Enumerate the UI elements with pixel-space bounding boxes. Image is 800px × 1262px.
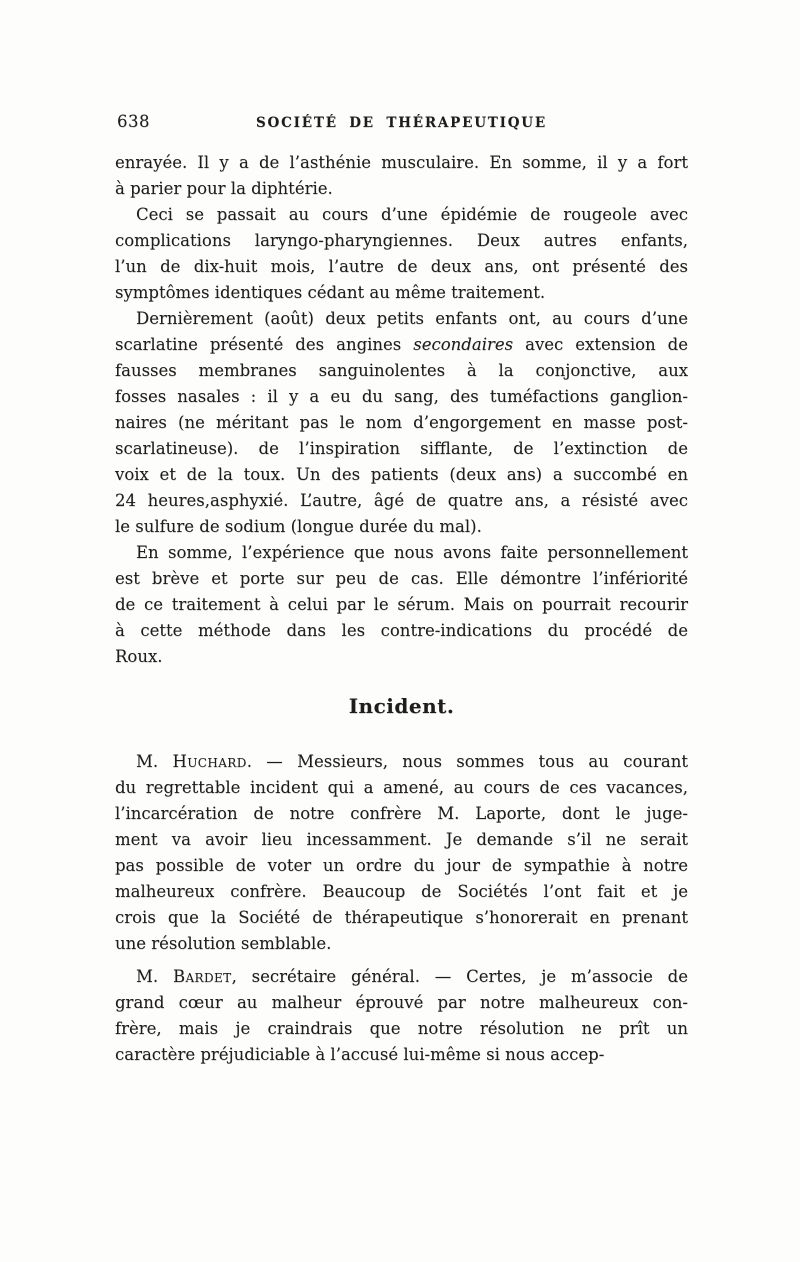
- text-line: [115, 202, 688, 228]
- body-text: avec extension de: [513, 335, 688, 354]
- speaker-name: Huchard: [172, 752, 247, 771]
- body-text: l’incarcération de notre confrère M. Laporte, dont le juge-: [115, 804, 688, 823]
- text-line: [115, 1016, 688, 1042]
- text-line: [115, 332, 688, 358]
- body-text: frère, mais je craindrais que notre résolution ne prît un: [115, 1019, 688, 1038]
- body-text: du regrettable incident qui a amené, au cours de ces vacances,: [115, 778, 688, 797]
- speaker-name: Bardet: [172, 967, 232, 986]
- body-text: , secrétaire général. — Certes, je m’associe de: [231, 967, 689, 986]
- text-line: [115, 801, 688, 827]
- text-line: [115, 150, 688, 176]
- text-line: [115, 514, 688, 540]
- body-text: à cette méthode dans les contre-indications du procédé de: [115, 621, 688, 640]
- body-text: malheureux confrère. Beaucoup de Sociétés l’ont fait et je: [115, 882, 688, 901]
- text-line: [115, 931, 688, 957]
- body-text: voix et de la toux. Un des patients (deux ans) a succombé en: [115, 465, 688, 484]
- running-title: SOCIÉTÉ DE THÉRAPEUTIQUE: [256, 115, 547, 131]
- body-text: caractère préjudiciable à l’accusé lui-même si nous accep-: [115, 1045, 605, 1064]
- paragraph: [115, 964, 688, 1068]
- body-text: enrayée. Il y a de l’asthénie musculaire. En somme, il y a fort: [115, 153, 688, 172]
- section-heading: Incident.: [348, 694, 455, 718]
- body-text: symptômes identiques cédant au même traitement.: [115, 283, 546, 302]
- paragraph: [115, 306, 688, 540]
- text-line: [115, 644, 688, 670]
- body-text: ment va avoir lieu incessamment. Je demande s’il ne serait: [115, 830, 688, 849]
- body-text: fausses membranes sanguinolentes à la conjonctive, aux: [115, 361, 688, 380]
- body-text: Roux.: [115, 647, 163, 666]
- paragraph: [115, 150, 688, 202]
- body-text: est brève et porte sur peu de cas. Elle démontre l’infériorité: [115, 569, 688, 588]
- text-line: [115, 990, 688, 1016]
- body-text: grand cœur au malheur éprouvé par notre malheureux con-: [115, 993, 688, 1012]
- text-line: [115, 280, 688, 306]
- page-body: [115, 150, 688, 1068]
- paragraph: [115, 202, 688, 306]
- page-number: 638: [117, 112, 150, 131]
- body-text: M.: [136, 967, 173, 986]
- text-line: [115, 358, 688, 384]
- body-text: M.: [136, 752, 173, 771]
- paragraph: [115, 540, 688, 670]
- body-text: de ce traitement à celui par le sérum. Mais on pourrait recourir: [115, 595, 688, 614]
- italic-text: secondaires: [413, 335, 514, 354]
- text-line: [115, 540, 688, 566]
- text-line: [115, 964, 688, 990]
- body-text: fosses nasales : il y a eu du sang, des tuméfactions ganglion-: [115, 387, 688, 406]
- text-line: [115, 410, 688, 436]
- text-line: [115, 618, 688, 644]
- text-line: [115, 905, 688, 931]
- text-line: [115, 827, 688, 853]
- body-text: 24 heures,asphyxié. L’autre, âgé de quatre ans, a résisté avec: [115, 491, 688, 510]
- text-line: [115, 462, 688, 488]
- paragraph: [115, 749, 688, 957]
- text-line: [115, 436, 688, 462]
- body-text: Dernièrement (août) deux petits enfants ont, au cours d’une: [136, 309, 688, 328]
- text-line: [115, 488, 688, 514]
- text-line: [115, 879, 688, 905]
- body-text: En somme, l’expérience que nous avons faite personnellement: [136, 543, 688, 562]
- text-line: [115, 254, 688, 280]
- running-header: [115, 112, 688, 138]
- text-line: [115, 176, 688, 202]
- text-line: [115, 775, 688, 801]
- body-text: complications laryngo-pharyngiennes. Deux autres enfants,: [115, 231, 688, 250]
- body-text: naires (ne méritant pas le nom d’engorgement en masse post-: [115, 413, 688, 432]
- text-line: [115, 306, 688, 332]
- body-text: le sulfure de sodium (longue durée du mal).: [115, 517, 482, 536]
- text-line: [115, 384, 688, 410]
- body-text: Ceci se passait au cours d’une épidémie de rougeole avec: [136, 205, 688, 224]
- body-text: scarlatine présenté des angines: [115, 335, 414, 354]
- text-line: [115, 749, 688, 775]
- text-line: [115, 1042, 688, 1068]
- body-text: crois que la Société de thérapeutique s’honorerait en prenant: [115, 908, 688, 927]
- text-line: [115, 228, 688, 254]
- text-line: [115, 592, 688, 618]
- text-line: [115, 566, 688, 592]
- body-text: . — Messieurs, nous sommes tous au courant: [246, 752, 688, 771]
- body-text: l’un de dix-huit mois, l’autre de deux ans, ont présenté des: [115, 257, 688, 276]
- body-text: une résolution semblable.: [115, 934, 332, 953]
- body-text: scarlatineuse). de l’inspiration sifflante, de l’extinction de: [115, 439, 688, 458]
- text-line: [115, 853, 688, 879]
- body-text: à parier pour la diphtérie.: [115, 179, 333, 198]
- body-text: pas possible de voter un ordre du jour de sympathie à notre: [115, 856, 688, 875]
